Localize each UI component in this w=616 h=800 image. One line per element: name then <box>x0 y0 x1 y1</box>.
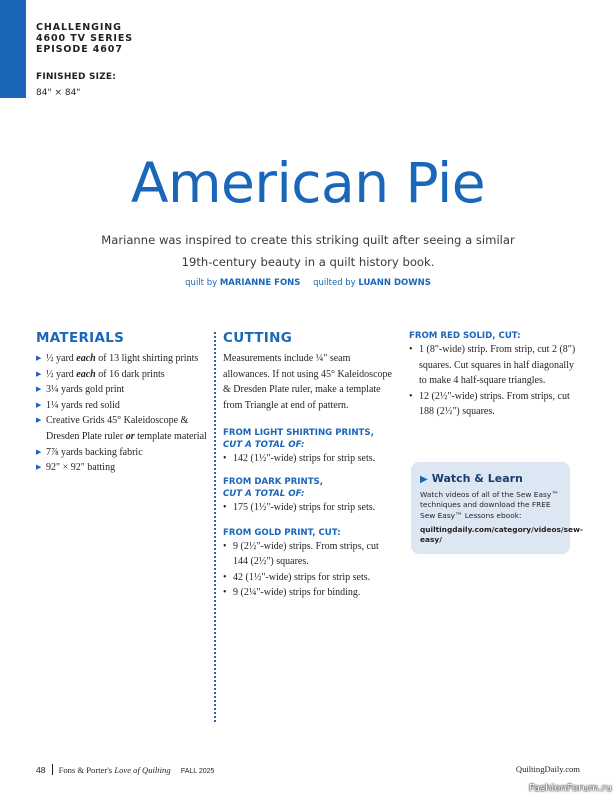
gold-print-list <box>223 539 393 601</box>
issue-season: FALL 2025 <box>180 768 215 775</box>
watch-and-learn-link[interactable]: quiltingdaily.com/category/videos/sew-easy/ <box>420 525 583 545</box>
play-icon: ▶ <box>420 474 428 485</box>
cut-item: • 42 (1½"-wide) strips for strip sets. <box>223 570 393 586</box>
red-solid-list <box>409 342 579 420</box>
red-solid-heading: FROM RED SOLID, CUT: <box>409 331 521 341</box>
watch-and-learn-heading <box>420 472 523 485</box>
materials-item: ▶ 7⅞ yards backing fabric <box>36 445 208 461</box>
materials-item: ▶ 1¼ yards red solid <box>36 398 208 414</box>
cutting-intro: Measurements include ¼" seam allowances. If not using 45° Kaleidoscope & Dresden Plate ruler, make a template from Triangle at end of pattern. <box>223 353 392 411</box>
page-number: 48 <box>36 765 46 775</box>
column-divider <box>214 332 216 722</box>
light-prints-heading: FROM LIGHT SHIRTING PRINTS, <box>223 428 374 439</box>
cut-item: • 1 (8"-wide) strip. From strip, cut 2 (8") squares. Cut squares in half diagonally to make 4 half-square triangles. <box>409 342 579 389</box>
publication-title: Love of Quilting <box>114 765 171 775</box>
page-subtitle: Marianne was inspired to create this striking quilt after seeing a similar 19th-century beauty in a quilt history book. <box>101 233 515 269</box>
publication-prefix: Fons & Porter's <box>58 765 113 775</box>
cut-item: • 9 (2½"-wide) strips. From strips, cut 144 (2½") squares. <box>223 539 393 570</box>
materials-item: ▶ 92" × 92" batting <box>36 460 208 476</box>
quilted-by-name: LUANN DOWNS <box>358 278 431 288</box>
watch-and-learn-box <box>411 462 583 554</box>
cutting-column <box>223 330 393 601</box>
light-prints-list <box>223 451 393 467</box>
materials-item <box>36 413 208 444</box>
series-difficulty: CHALLENGING <box>36 22 122 33</box>
materials-item <box>36 351 208 367</box>
red-solid-column <box>409 330 579 420</box>
materials-list <box>36 351 208 476</box>
materials-item-text: Creative Grids 45° Kaleidoscope & Dresden Plate ruler or template material <box>46 415 207 442</box>
cutting-heading: CUTTING <box>223 330 293 346</box>
cut-item: • 175 (1½"-wide) strips for strip sets. <box>223 500 393 516</box>
footer <box>36 764 214 775</box>
materials-item: ▶ 3¼ yards gold print <box>36 382 208 398</box>
quilt-by-prefix: quilt by <box>185 278 218 288</box>
materials-column <box>36 330 208 476</box>
materials-item <box>36 367 208 383</box>
cut-item: • 12 (2½"-wide) strips. From strips, cut 188 (2½") squares. <box>409 389 579 420</box>
footer-website: QuiltingDaily.com <box>515 764 580 774</box>
dark-prints-heading: FROM DARK PRINTS, <box>223 476 324 487</box>
gold-print-heading: FROM GOLD PRINT, CUT: <box>223 527 341 538</box>
watch-and-learn-body: Watch videos of all of the Sew Easy™ techniques and download the FREE Sew Easy™ Lessons ebook: <box>420 490 559 520</box>
series-info <box>36 22 133 55</box>
quilt-by-name: MARIANNE FONS <box>219 278 301 288</box>
series-name: 4600 TV SERIES <box>36 33 134 44</box>
credits-line <box>0 278 616 288</box>
cut-item: • 9 (2¼"-wide) strips for binding. <box>223 585 393 601</box>
footer-separator <box>52 764 53 775</box>
materials-item-text: ½ yard each of 16 dark prints <box>46 368 165 380</box>
page-title: American Pie <box>130 151 486 215</box>
dark-prints-list <box>223 500 393 516</box>
episode-color-tab <box>0 0 26 98</box>
cut-item: • 142 (1½"-wide) strips for strip sets. <box>223 451 393 467</box>
light-prints-subheading: CUT A TOTAL OF: <box>223 440 305 451</box>
dark-prints-subheading: CUT A TOTAL OF: <box>223 488 305 499</box>
finished-size-label: FINISHED SIZE: <box>36 72 117 82</box>
watch-and-learn-title: Watch & Learn <box>431 472 523 485</box>
finished-size-value: 84" × 84" <box>36 88 81 98</box>
materials-heading: MATERIALS <box>36 330 125 346</box>
watermark: FashionForum.ru <box>528 783 612 794</box>
materials-item-text: ½ yard each of 13 light shirting prints <box>46 353 199 364</box>
quilted-by-prefix: quilted by <box>313 278 356 288</box>
series-episode: EPISODE 4607 <box>36 44 123 55</box>
